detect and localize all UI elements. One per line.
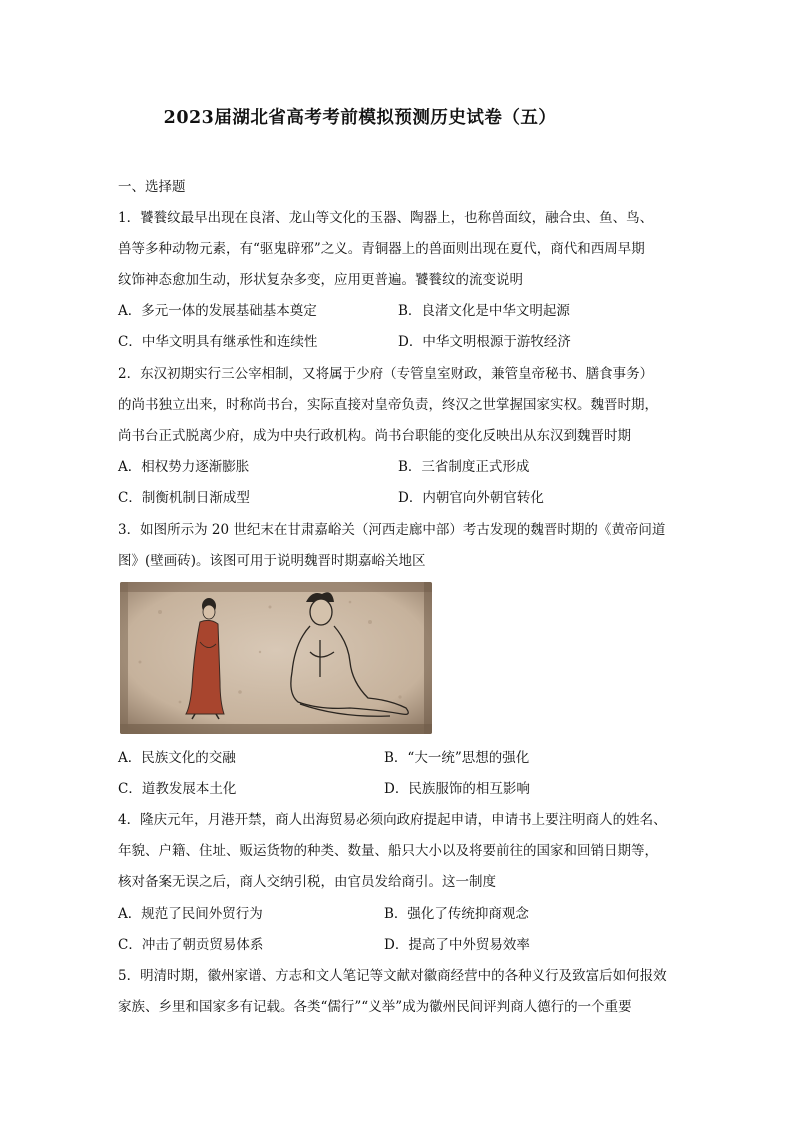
question-5-line-2: 家族、乡里和国家多有记载。各类“儒行”“义举”成为徽州民间评判商人德行的一个重要 <box>118 999 632 1015</box>
question-2-option-c[interactable]: C．制衡机制日渐成型 <box>118 490 250 506</box>
question-2-line-3: 尚书台正式脱离少府，成为中央行政机构。尚书台职能的变化反映出从东汉到魏晋时期 <box>118 428 631 444</box>
question-1-option-d[interactable]: D．中华文明根源于游牧经济 <box>398 334 571 350</box>
question-2-option-a[interactable]: A．相权势力逐渐膨胀 <box>118 459 250 475</box>
question-1-option-b[interactable]: B．良渚文化是中华文明起源 <box>398 303 570 319</box>
question-4-line-3: 核对备案无误之后，商人交纳引税，由官员发给商引。这一制度 <box>118 874 496 890</box>
question-1-line-1: 1．饕餮纹最早出现在良渚、龙山等文化的玉器、陶器上，也称兽面纹，融合虫、鱼、鸟、 <box>118 210 654 226</box>
question-3-line-1: 3．如图所示为 20 世纪末在甘肃嘉峪关（河西走廊中部）考古发现的魏晋时期的《黄帝问道 <box>118 522 666 538</box>
question-1-option-a[interactable]: A．多元一体的发展基础基本奠定 <box>118 303 317 319</box>
question-3-line-2: 图》(壁画砖)。该图可用于说明魏晋时期嘉峪关地区 <box>118 553 426 569</box>
question-1-line-3: 纹饰神态愈加生动，形状复杂多变，应用更普遍。饕餮纹的流变说明 <box>118 272 523 288</box>
mural-brick-image <box>120 582 432 734</box>
question-2-line-1: 2．东汉初期实行三公宰相制，又将属于少府（专管皇室财政，兼管皇帝秘书、膳食事务） <box>118 366 654 382</box>
question-3-option-d[interactable]: D．民族服饰的相互影响 <box>384 781 530 797</box>
question-1-option-c[interactable]: C．中华文明具有继承性和连续性 <box>118 334 318 350</box>
question-4-line-1: 4．隆庆元年，月港开禁，商人出海贸易必须向政府提起申请，申请书上要注明商人的姓名、 <box>118 812 667 828</box>
question-2-option-d[interactable]: D．内朝官向外朝官转化 <box>398 490 544 506</box>
question-4-option-d[interactable]: D．提高了中外贸易效率 <box>384 937 530 953</box>
question-5-line-1: 5．明清时期，徽州家谱、方志和文人笔记等文献对徽商经营中的各种义行及致富后如何报效 <box>118 968 667 984</box>
question-3-option-a[interactable]: A．民族文化的交融 <box>118 750 236 766</box>
question-3-option-b[interactable]: B．“大一统”思想的强化 <box>384 750 530 766</box>
question-3-option-c[interactable]: C．道教发展本土化 <box>118 781 237 797</box>
question-4-line-2: 年貌、户籍、住址、贩运货物的种类、数量、船只大小以及将要前往的国家和回销日期等， <box>118 843 658 859</box>
question-2-line-2: 的尚书独立出来，时称尚书台，实际直接对皇帝负责，终汉之世掌握国家实权。魏晋时期， <box>118 397 658 413</box>
section-heading: 一、选择题 <box>118 179 186 195</box>
question-4-option-c[interactable]: C．冲击了朝贡贸易体系 <box>118 937 264 953</box>
page-title: 2023届湖北省高考考前模拟预测历史试卷（五） <box>163 108 557 128</box>
question-4-option-a[interactable]: A．规范了民间外贸行为 <box>118 906 263 922</box>
question-2-option-b[interactable]: B．三省制度正式形成 <box>398 459 530 475</box>
question-4-option-b[interactable]: B．强化了传统抑商观念 <box>384 906 529 922</box>
question-1-line-2: 兽等多种动物元素，有“驱鬼辟邪”之义。青铜器上的兽面则出现在夏代，商代和西周早期 <box>118 241 645 257</box>
